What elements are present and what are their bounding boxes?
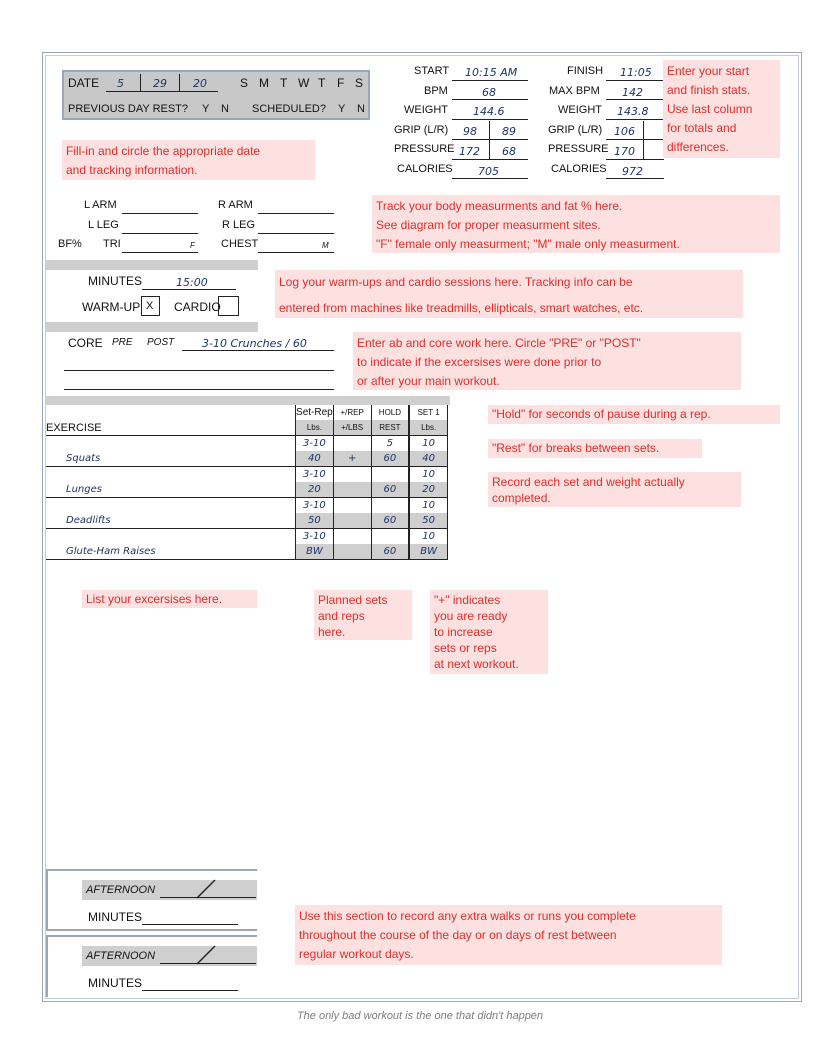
- grip-finish-left[interactable]: 106: [614, 125, 635, 138]
- date-divider: [140, 74, 141, 92]
- date-month[interactable]: 5: [117, 77, 124, 90]
- date-label: DATE: [68, 76, 100, 90]
- lbs-cell[interactable]: 40: [296, 451, 334, 467]
- plus-note: [430, 590, 548, 674]
- plus-rep-cell[interactable]: [333, 436, 371, 452]
- set1-lbs-cell[interactable]: 40: [409, 451, 447, 467]
- extra-note-line: regular workout days.: [299, 947, 414, 961]
- table-row: [46, 544, 448, 560]
- lbs-cell[interactable]: BW: [296, 544, 334, 560]
- l-leg-line[interactable]: [122, 233, 198, 234]
- rest-note: "Rest" for breaks between sets.: [488, 439, 702, 458]
- plus-note-line: you are ready: [434, 609, 508, 623]
- l-leg-label: L LEG: [88, 219, 119, 231]
- planned-note: [314, 590, 412, 640]
- scheduled-label: SCHEDULED?: [252, 103, 326, 115]
- bpm-value[interactable]: 68: [482, 86, 496, 99]
- planned-note-line: Planned sets: [318, 593, 388, 607]
- rest-cell[interactable]: 60: [371, 513, 409, 529]
- afternoon-minutes-label: MINUTES: [88, 910, 142, 924]
- weekday-f[interactable]: F: [337, 76, 345, 90]
- calories-line: [452, 178, 528, 179]
- exercise-name[interactable]: Glute-Ham Raises: [46, 544, 296, 560]
- set1-cell[interactable]: 10: [409, 467, 447, 483]
- start-value[interactable]: 10:15 AM: [465, 66, 518, 79]
- core-line[interactable]: [64, 389, 334, 390]
- date-day[interactable]: 29: [153, 77, 167, 90]
- extra-note-line: throughout the course of the day or on days of rest between: [299, 928, 617, 942]
- plus-rep-cell[interactable]: [333, 467, 371, 483]
- grip-start-left[interactable]: 98: [463, 125, 477, 138]
- finish-label: FINISH: [567, 65, 604, 77]
- r-leg-line[interactable]: [258, 233, 334, 234]
- afternoon-minutes-label: MINUTES: [88, 976, 142, 990]
- date-note: [62, 140, 315, 180]
- body-note: [372, 195, 780, 253]
- pressure-start-a[interactable]: 172: [459, 145, 480, 158]
- start-line: [452, 80, 528, 81]
- afternoon-block-1: [46, 869, 257, 931]
- weight-label: WEIGHT: [404, 104, 448, 116]
- col-set1-sub: Lbs.: [409, 420, 447, 436]
- stats-note: [663, 60, 780, 158]
- cardio-note: [275, 270, 743, 318]
- plus-lbs-cell[interactable]: [333, 544, 371, 560]
- tri-line[interactable]: [122, 252, 198, 253]
- grip-finish-line: [606, 139, 664, 140]
- weekday-s[interactable]: S: [240, 76, 249, 90]
- set1-cell[interactable]: 10: [409, 498, 447, 514]
- afternoon-minutes-line[interactable]: [142, 924, 238, 925]
- table-row: [46, 482, 448, 498]
- pressure-label: PRESSURE: [394, 143, 455, 155]
- r-arm-label: R ARM: [218, 199, 253, 211]
- weekday-w[interactable]: W: [298, 76, 310, 90]
- bpm-label: BPM: [424, 85, 448, 97]
- body-note-line: Track your body measurments and fat % here.: [376, 199, 623, 213]
- list-note: List your excersises here.: [82, 590, 257, 608]
- plus-lbs-cell[interactable]: +: [333, 451, 371, 467]
- rest-cell[interactable]: 60: [371, 451, 409, 467]
- setrep-cell[interactable]: 3-10: [296, 529, 334, 545]
- stats-note-line: Use last column: [667, 102, 753, 116]
- cardio-label: CARDIO: [174, 300, 221, 314]
- max-bpm-value[interactable]: 142: [622, 86, 643, 99]
- rest-cell[interactable]: 60: [371, 482, 409, 498]
- setrep-cell[interactable]: 3-10: [296, 498, 334, 514]
- core-line: [182, 350, 334, 351]
- body-note-line: See diagram for proper measurment sites.: [376, 218, 601, 232]
- warmup-label: WARM-UP: [82, 300, 141, 314]
- grip-start-right[interactable]: 89: [502, 125, 516, 138]
- female-marker: F: [190, 241, 195, 250]
- col-setrep-sub: Lbs.: [296, 420, 334, 436]
- date-divider: [179, 74, 180, 92]
- finish-line: [606, 80, 664, 81]
- table-row: [46, 513, 448, 529]
- minutes-label: MINUTES: [88, 274, 142, 288]
- date-underline: [106, 91, 218, 92]
- calories-start-value[interactable]: 705: [478, 165, 499, 178]
- calories-finish-label: CALORIES: [551, 163, 607, 175]
- warmup-check-mark: X: [146, 300, 154, 312]
- start-label: START: [414, 65, 450, 77]
- setrep-cell[interactable]: 3-10: [296, 436, 334, 452]
- plus-note-line: "+" indicates: [434, 593, 501, 607]
- prev-rest-label: PREVIOUS DAY REST?: [68, 103, 189, 115]
- slash-mark: [195, 944, 219, 966]
- exercise-name[interactable]: Lunges: [46, 482, 296, 498]
- calories-finish-line: [606, 178, 664, 179]
- pressure-finish-a[interactable]: 170: [614, 145, 635, 158]
- plus-note-line: to increase: [434, 625, 493, 639]
- date-note-line: Fill-in and circle the appropriate date: [66, 144, 261, 158]
- section-divider: [46, 396, 450, 405]
- plus-note-line: sets or reps: [434, 641, 497, 655]
- afternoon-block-2: [46, 935, 257, 997]
- weight-start-value[interactable]: 144.6: [473, 105, 505, 118]
- footer-quote: The only bad workout is the one that didn't happen: [296, 1010, 544, 1022]
- col-exercise-header: EXERCISE: [46, 421, 102, 434]
- slash-mark: [195, 878, 219, 900]
- planned-note-line: and reps: [318, 609, 365, 623]
- chest-line[interactable]: [258, 252, 334, 253]
- hold-cell[interactable]: [371, 498, 409, 514]
- record-note: [488, 472, 741, 507]
- table-row: [46, 498, 448, 514]
- plus-lbs-cell[interactable]: [333, 513, 371, 529]
- calories-label: CALORIES: [397, 163, 453, 175]
- afternoon-minutes-line[interactable]: [142, 990, 238, 991]
- weight-finish-line: [606, 119, 664, 120]
- prev-rest-yes[interactable]: Y: [202, 103, 210, 115]
- finish-value[interactable]: 11:05: [620, 66, 652, 79]
- hold-note: "Hold" for seconds of pause during a rep.: [488, 405, 780, 424]
- core-note-line: or after your main workout.: [357, 374, 500, 388]
- l-arm-line[interactable]: [122, 213, 198, 214]
- hold-cell[interactable]: 5: [371, 436, 409, 452]
- scheduled-yes[interactable]: Y: [338, 103, 346, 115]
- cardio-note-line: entered from machines like treadmills, ellipticals, smart watches, etc.: [279, 301, 644, 315]
- male-marker: M: [322, 241, 329, 250]
- core-note-line: to indicate if the excersises were done prior to: [357, 355, 602, 369]
- exercise-table: [46, 405, 448, 560]
- hold-cell[interactable]: [371, 467, 409, 483]
- lbs-cell[interactable]: 50: [296, 513, 334, 529]
- weekday-m[interactable]: M: [259, 76, 269, 90]
- core-line[interactable]: [64, 370, 334, 371]
- exercise-name[interactable]: Squats: [46, 451, 296, 467]
- stats-note-line: and finish stats.: [667, 83, 751, 97]
- bf-label: BF%: [58, 238, 82, 250]
- set1-lbs-cell[interactable]: 50: [409, 513, 447, 529]
- grip-finish-divider: [643, 121, 644, 159]
- set1-lbs-cell[interactable]: BW: [409, 544, 447, 560]
- stats-note-line: Enter your start: [667, 64, 750, 78]
- date-note-line: and tracking information.: [66, 163, 198, 177]
- record-note-line: Record each set and weight actually: [492, 475, 685, 489]
- plus-rep-cell[interactable]: [333, 498, 371, 514]
- body-note-line: "F" female only measurment; "M" male only measurment.: [376, 237, 680, 251]
- col-setrep-header: Set-Rep: [296, 407, 333, 418]
- weekday-t2[interactable]: T: [318, 76, 326, 90]
- set1-cell[interactable]: 10: [409, 436, 447, 452]
- table-row: [46, 451, 448, 467]
- col-plus-rep-header: +/REP: [333, 405, 371, 420]
- prev-rest-no[interactable]: N: [221, 103, 229, 115]
- stats-note-line: for totals and: [667, 121, 737, 135]
- plus-note-line: at next workout.: [434, 657, 519, 671]
- weight-line: [452, 119, 528, 120]
- record-note-line: completed.: [492, 491, 551, 505]
- l-arm-label: L ARM: [84, 199, 117, 211]
- set1-lbs-cell[interactable]: 20: [409, 482, 447, 498]
- col-rest-sub: REST: [371, 420, 409, 436]
- minutes-value[interactable]: 15:00: [176, 276, 208, 289]
- table-row: [46, 436, 448, 452]
- extra-note-line: Use this section to record any extra walks or runs you complete: [299, 909, 636, 923]
- set1-cell[interactable]: 10: [409, 529, 447, 545]
- col-plus-lbs-sub: +/LBS: [333, 420, 371, 436]
- core-note: [353, 332, 741, 390]
- section-divider: [46, 260, 258, 270]
- pressure-start-b[interactable]: 68: [502, 145, 516, 158]
- core-note-line: Enter ab and core work here. Circle "PRE" or "POST": [357, 336, 641, 350]
- core-entry[interactable]: 3-10 Crunches / 60: [202, 337, 307, 350]
- weight-finish-value[interactable]: 143.8: [617, 105, 649, 118]
- setrep-cell[interactable]: 3-10: [296, 467, 334, 483]
- max-bpm-line: [606, 99, 664, 100]
- calories-finish-value[interactable]: 972: [622, 165, 643, 178]
- grip-label: GRIP (L/R): [394, 124, 449, 136]
- cardio-note-line: Log your warm-ups and cardio sessions here. Tracking info can be: [279, 275, 633, 289]
- date-year[interactable]: 20: [193, 77, 207, 90]
- grip-finish-label: GRIP (L/R): [548, 124, 603, 136]
- stats-note-line: differences.: [667, 140, 729, 154]
- r-arm-line[interactable]: [258, 213, 334, 214]
- r-leg-label: R LEG: [222, 219, 256, 231]
- rest-cell[interactable]: 60: [371, 544, 409, 560]
- grip-line: [452, 139, 528, 140]
- pressure-finish-label: PRESSURE: [548, 143, 609, 155]
- lbs-cell[interactable]: 20: [296, 482, 334, 498]
- minutes-line: [142, 289, 236, 290]
- col-hold-header: HOLD: [371, 405, 409, 420]
- plus-rep-cell[interactable]: [333, 529, 371, 545]
- hold-cell[interactable]: [371, 529, 409, 545]
- core-label: CORE: [68, 336, 103, 350]
- table-row: [46, 529, 448, 545]
- weight-finish-label: WEIGHT: [558, 104, 602, 116]
- table-row: [46, 467, 448, 483]
- col-set1-header: SET 1: [409, 405, 447, 420]
- cardio-checkbox[interactable]: [218, 296, 239, 316]
- exercise-name[interactable]: Deadlifts: [46, 513, 296, 529]
- plus-lbs-cell[interactable]: [333, 482, 371, 498]
- chest-label: CHEST: [221, 238, 259, 250]
- pressure-line: [452, 159, 528, 160]
- afternoon-label: AFTERNOON: [86, 884, 156, 896]
- weekday-t[interactable]: T: [280, 76, 288, 90]
- planned-note-line: here.: [318, 625, 346, 639]
- tri-label: TRI: [103, 238, 121, 250]
- bpm-line: [452, 99, 528, 100]
- extra-note: [295, 905, 722, 965]
- core-pre[interactable]: PRE: [112, 337, 133, 348]
- afternoon-label: AFTERNOON: [86, 950, 156, 962]
- scheduled-no[interactable]: N: [357, 103, 365, 115]
- grip-divider: [489, 121, 490, 159]
- section-divider: [46, 322, 258, 332]
- core-post[interactable]: POST: [147, 337, 175, 348]
- weekday-s2[interactable]: S: [355, 76, 364, 90]
- max-bpm-label: MAX BPM: [549, 85, 600, 97]
- pressure-finish-line: [606, 159, 664, 160]
